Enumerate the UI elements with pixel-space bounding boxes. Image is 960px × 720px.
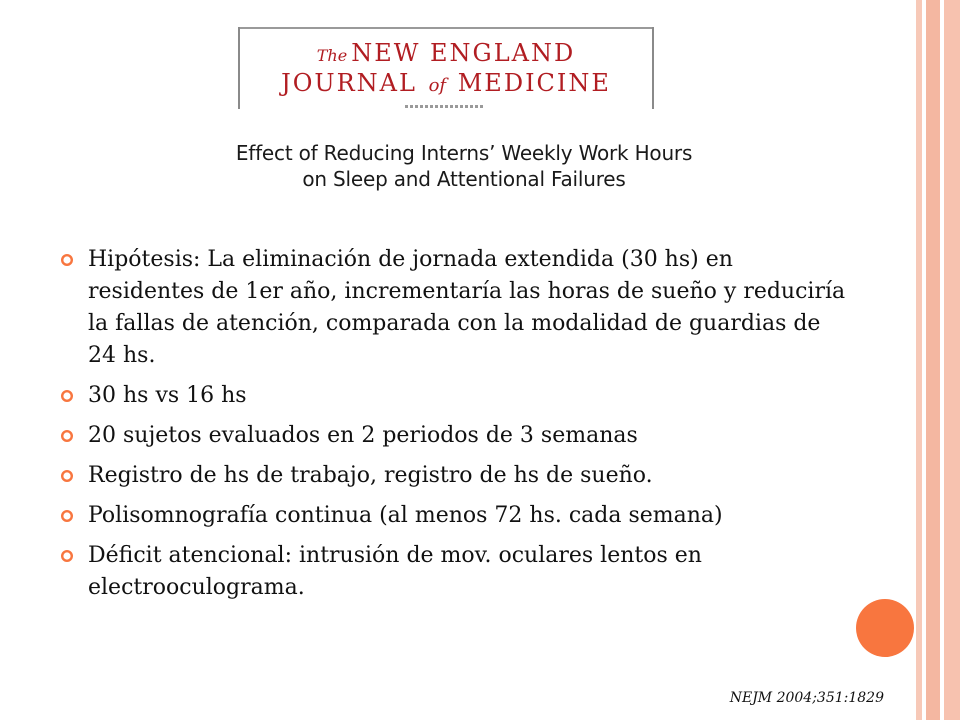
bullet-circle-icon	[60, 509, 74, 523]
bullet-circle-icon	[60, 549, 74, 563]
masthead-new-england: NEW ENGLAND	[351, 39, 576, 67]
journal-masthead-logo	[238, 27, 654, 109]
decorative-stripe	[944, 0, 960, 720]
masthead-line-2	[240, 69, 652, 97]
bullet-item	[60, 500, 850, 532]
bullet-item	[60, 420, 850, 452]
bullet-text: Polisomnografía continua (al menos 72 hs. cada semana)	[88, 503, 723, 528]
bullet-item	[60, 460, 850, 492]
bullet-text: 20 sujetos evaluados en 2 periodos de 3 semanas	[88, 423, 638, 448]
accent-circle-decoration	[856, 599, 914, 657]
bullet-text: Registro de hs de trabajo, registro de hs de sueño.	[88, 463, 653, 488]
bullet-circle-icon	[60, 389, 74, 403]
bullet-item	[60, 244, 850, 372]
decorative-stripe	[926, 0, 940, 720]
masthead-of: of	[428, 75, 447, 96]
bullet-text: Déficit atencional: intrusión de mov. oculares lentos en electrooculograma.	[88, 543, 702, 600]
article-title-line-1: Effect of Reducing Interns’ Weekly Work Hours	[235, 141, 693, 165]
masthead-medicine: MEDICINE	[457, 69, 611, 97]
bullet-list	[60, 244, 850, 612]
bullet-text: Hipótesis: La eliminación de jornada extendida (30 hs) en residentes de 1er año, incrementaría las horas de sueño y reduciría la fallas de atención, comparada con la modalidad de guardias de 24 hs.	[88, 247, 846, 368]
citation: NEJM 2004;351:1829	[729, 690, 884, 706]
bullet-circle-icon	[60, 429, 74, 443]
article-title-line-2: on Sleep and Attentional Failures	[302, 167, 626, 191]
bullet-circle-icon	[60, 253, 74, 267]
bullet-text: 30 hs vs 16 hs	[88, 383, 247, 408]
article-title	[200, 140, 728, 192]
bullet-item	[60, 540, 850, 604]
masthead-fine-print	[405, 105, 485, 108]
bullet-circle-icon	[60, 469, 74, 483]
masthead-line-1	[240, 39, 652, 67]
bullet-item	[60, 380, 850, 412]
masthead-the: The	[316, 46, 348, 65]
masthead-rule	[240, 27, 652, 29]
masthead-journal: JOURNAL	[281, 69, 417, 97]
